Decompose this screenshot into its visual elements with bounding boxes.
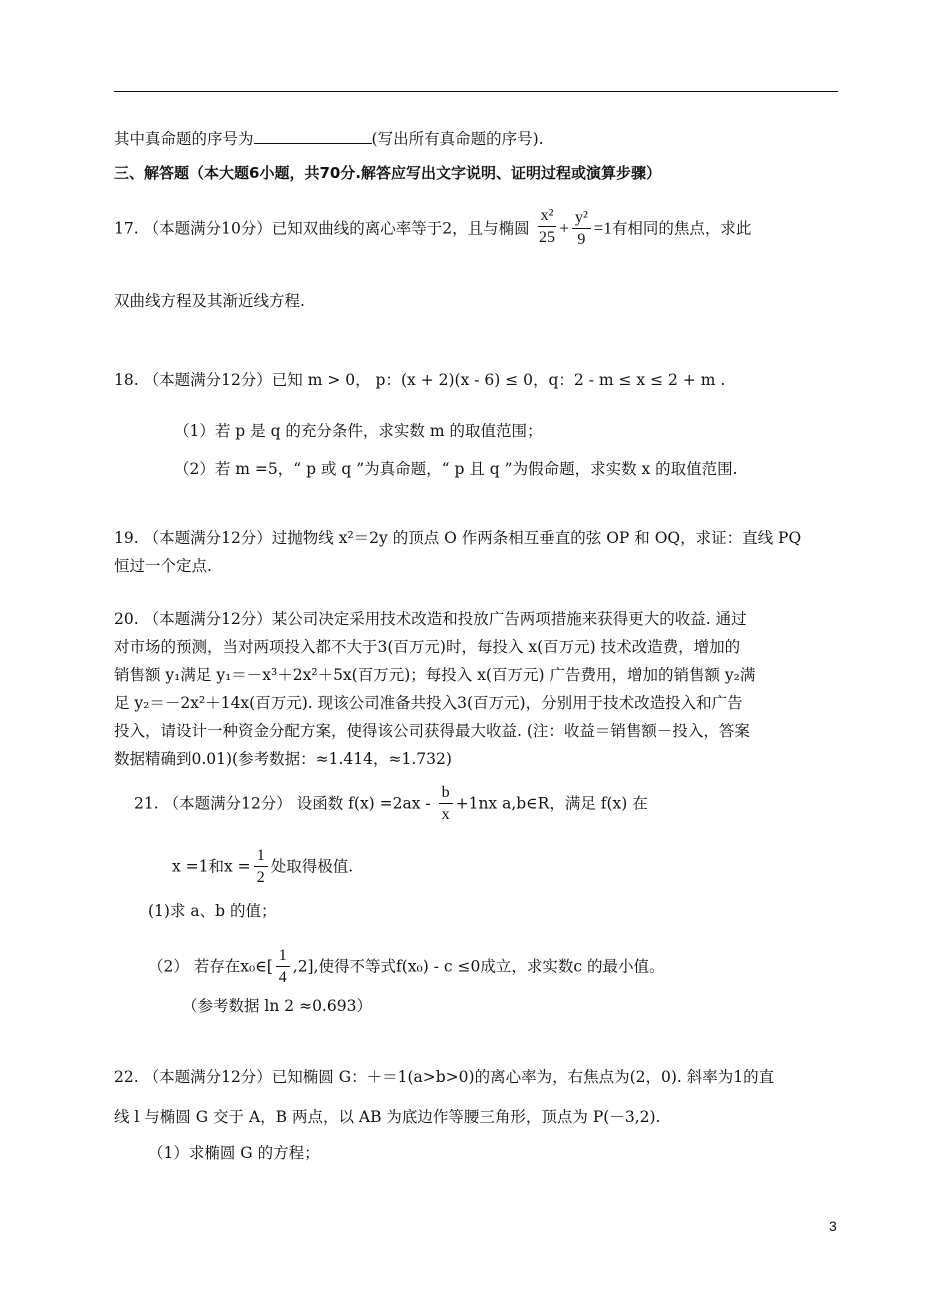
page-number: 3	[829, 1218, 837, 1234]
header-rule	[114, 91, 838, 92]
question-17-line-1: 17. （本题满分10分）已知双曲线的离心率等于2，且与椭圆 $\frac{\text{x²}}{25}$ + $\frac{\text{y²}}{9}$ =1有相同的焦点，求此	[114, 208, 751, 251]
question-21-line-1: 21. （本题满分12分） 设函数 f(x) =2ax - $\frac{b}{x}$ +1nx a,b∈R，满足 f(x) 在	[134, 783, 648, 826]
question-18-part-1: （1）若 p 是 q 的充分条件，求实数 m 的取值范围；	[174, 422, 543, 440]
question-20-line-6: 数据精确到0.01)(参考数据：≈1.414，≈1.732)	[114, 750, 452, 768]
question-21-reference: （参考数据 ln 2 ≈0.693）	[182, 997, 372, 1015]
section-heading: 三、解答题（本大题6小题，共70分.解答应写出文字说明、证明过程或演算步骤）	[114, 164, 662, 182]
question-20-line-1: 20. （本题满分12分）某公司决定采用技术改造和投放广告两项措施来获得更大的收益. 通过	[114, 610, 747, 628]
question-20-line-4: 足 y₂＝－2x²＋14x(百万元). 现该公司准备共投入3(百万元)，分别用于技术改造投入和广告	[114, 694, 743, 712]
fraction-1-over-2: $\frac{1}{2}$	[254, 846, 268, 889]
answer-blank	[254, 128, 372, 144]
question-21-part-1: (1)求 a、b 的值；	[148, 902, 277, 920]
question-18-line-1: 18. （本题满分12分）已知 m > 0， p：(x + 2)(x - 6) ≤ 0，q：2 - m ≤ x ≤ 2 + m .	[114, 371, 726, 389]
question-22-line-2: 线 l 与椭圆 G 交于 A，B 两点，以 AB 为底边作等腰三角形，顶点为 P(－3,2).	[114, 1108, 661, 1126]
question-17-line-2: 双曲线方程及其渐近线方程.	[114, 292, 305, 310]
question-19-line-1: 19. （本题满分12分）过抛物线 x²＝2y 的顶点 O 作两条相互垂直的弦 OP 和 OQ，求证：直线 PQ	[114, 529, 802, 547]
question-19-line-2: 恒过一个定点.	[114, 557, 212, 575]
question-20-line-2: 对市场的预测，当对两项投入都不大于3(百万元)时，每投入 x(百万元) 技术改造费，增加的	[114, 638, 741, 656]
fraction-b-over-x: $\frac{b}{x}$	[439, 783, 453, 826]
question-22-line-1: 22. （本题满分12分）已知椭圆 G：＋＝1(a>b>0)的离心率为，右焦点为(2，0). 斜率为1的直	[114, 1068, 775, 1086]
question-21-line-2: x =1和x = $\frac{1}{2}$ 处取得极值.	[172, 846, 353, 889]
question-20-line-3: 销售额 y₁满足 y₁＝－x³＋2x²＋5x(百万元)；每投入 x(百万元) 广告费用，增加的销售额 y₂满	[114, 666, 756, 684]
fraction-1-over-4: $\frac{1}{4}$	[276, 946, 290, 989]
fraction-y2-over-9: $\frac{\text{y²}}{9}$	[572, 208, 591, 251]
question-22-part-1: （1）求椭圆 G 的方程；	[148, 1144, 320, 1162]
previous-question-tail: 其中真命题的序号为 (写出所有真命题的序号).	[114, 130, 544, 148]
question-20-line-5: 投入，请设计一种资金分配方案，使得该公司获得最大收益. (注：收益＝销售额－投入，答案	[114, 722, 750, 740]
question-21-part-2: （2） 若存在x₀∈[ $\frac{1}{4}$ ,2],使得不等式f(x₀) - c ≤0成立，求实数c 的最小值。	[148, 946, 664, 989]
question-18-part-2: （2）若 m =5，“ p 或 q ”为真命题，“ p 且 q ”为假命题，求实数 x 的取值范围.	[174, 460, 738, 478]
fraction-x2-over-25: $\frac{\text{x²}}{25}$	[539, 207, 555, 246]
